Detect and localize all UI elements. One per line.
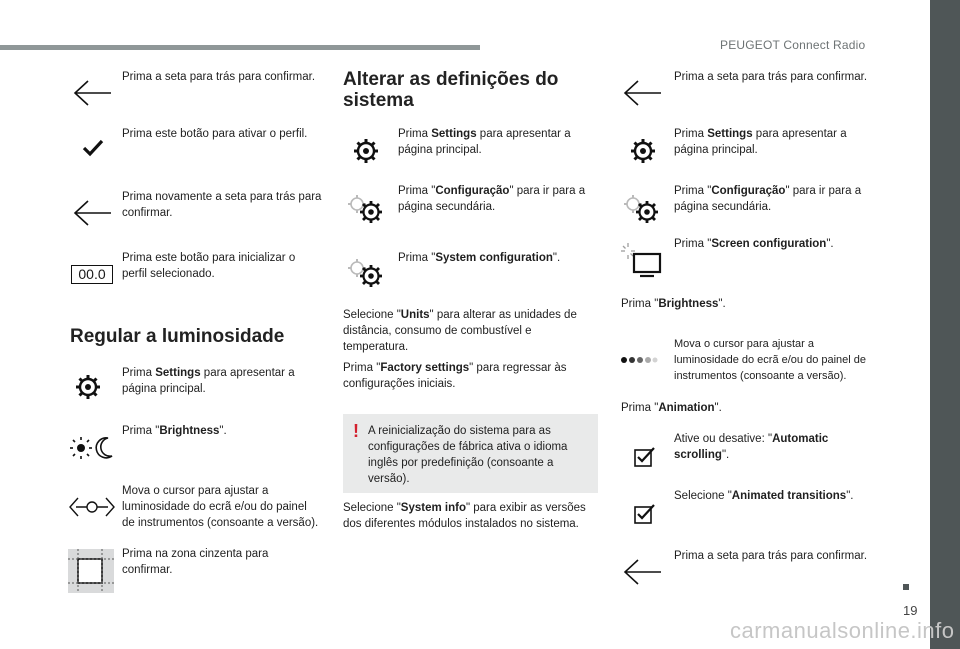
checkmark-icon	[82, 138, 104, 158]
step-text: Prima Settings para apresentar a página principal.	[122, 367, 295, 395]
section-heading-system: Alterar as definições do sistema	[343, 69, 559, 111]
paragraph-brightness: Prima "Brightness".	[621, 298, 726, 310]
paragraph-animation: Prima "Animation".	[621, 402, 722, 414]
page-marker-square	[903, 584, 909, 590]
step-text: Prima a seta para trás para confirmar.	[122, 71, 316, 83]
step-text: Mova o cursor para ajustar a luminosidade do ecrã e/ou do painel de instrumentos (consoante a versão).	[674, 338, 867, 382]
paragraph-system-info: Selecione "System info" para exibir as versões dos diferentes módulos instalados no sistema.	[343, 502, 586, 530]
step-text: Prima "Screen configuration".	[674, 238, 834, 250]
page-sidebar-band	[930, 0, 960, 649]
reset-counter-icon: 00.0	[71, 265, 113, 284]
step-text: Mova o cursor para ajustar a luminosidade do ecrã e/ou do painel de instrumentos (consoante a versão).	[122, 485, 319, 529]
header-rule	[0, 45, 480, 50]
sun-moon-icon	[68, 434, 116, 462]
section-heading-brightness: Regular a luminosidade	[70, 326, 285, 347]
warning-text: A reinicialização do sistema para as configurações de fábrica ativa o idioma inglês por predefinição (consoante a versão).	[368, 425, 568, 485]
back-arrow-icon	[70, 198, 114, 228]
step-text: Prima "Configuração" para ir para a página secundária.	[674, 185, 862, 213]
back-arrow-icon	[70, 78, 114, 108]
step-text: Prima a seta para trás para confirmar.	[674, 71, 868, 83]
step-text: Prima "System configuration".	[398, 252, 561, 264]
settings-gear-icon	[353, 138, 379, 164]
step-text: Prima Settings para apresentar a página principal.	[398, 128, 571, 156]
brightness-dots-icon	[620, 355, 658, 365]
step-text: Prima na zona cinzenta para confirmar.	[122, 548, 269, 576]
step-text: Prima "Brightness".	[122, 425, 227, 437]
settings-gear-icon	[75, 374, 101, 400]
step-text: Selecione "Animated transitions".	[674, 490, 854, 502]
page-number: 19	[903, 603, 918, 618]
double-gear-icon	[345, 192, 385, 226]
slider-cursor-icon	[68, 495, 116, 519]
double-gear-icon	[345, 256, 385, 290]
step-text: Ative ou desative: "Automatic scrolling".	[674, 433, 829, 461]
manual-title: PEUGEOT Connect Radio	[720, 38, 866, 52]
footer-watermark: carmanualsonline.info	[730, 618, 955, 643]
step-text: Prima Settings para apresentar a página principal.	[674, 128, 847, 156]
step-text: Prima este botão para inicializar o perfil selecionado.	[122, 252, 296, 280]
paragraph-factory-settings: Prima "Factory settings" para regressar às configurações iniciais.	[343, 362, 567, 390]
grey-zone-icon	[68, 549, 114, 593]
back-arrow-icon	[620, 78, 664, 108]
back-arrow-icon	[620, 557, 664, 587]
step-text: Prima novamente a seta para trás para confirmar.	[122, 191, 322, 219]
settings-gear-icon	[630, 138, 656, 164]
screen-config-icon	[620, 242, 662, 278]
checkbox-icon	[633, 446, 657, 468]
step-text: Prima "Configuração" para ir para a página secundária.	[398, 185, 586, 213]
double-gear-icon	[621, 192, 661, 226]
warning-icon: !	[353, 421, 359, 441]
step-text: Prima a seta para trás para confirmar.	[674, 550, 868, 562]
step-text: Prima este botão para ativar o perfil.	[122, 128, 308, 140]
checkbox-icon	[633, 503, 657, 525]
paragraph-units: Selecione "Units" para alterar as unidades de distância, consumo de combustível e temperatura.	[343, 309, 577, 353]
